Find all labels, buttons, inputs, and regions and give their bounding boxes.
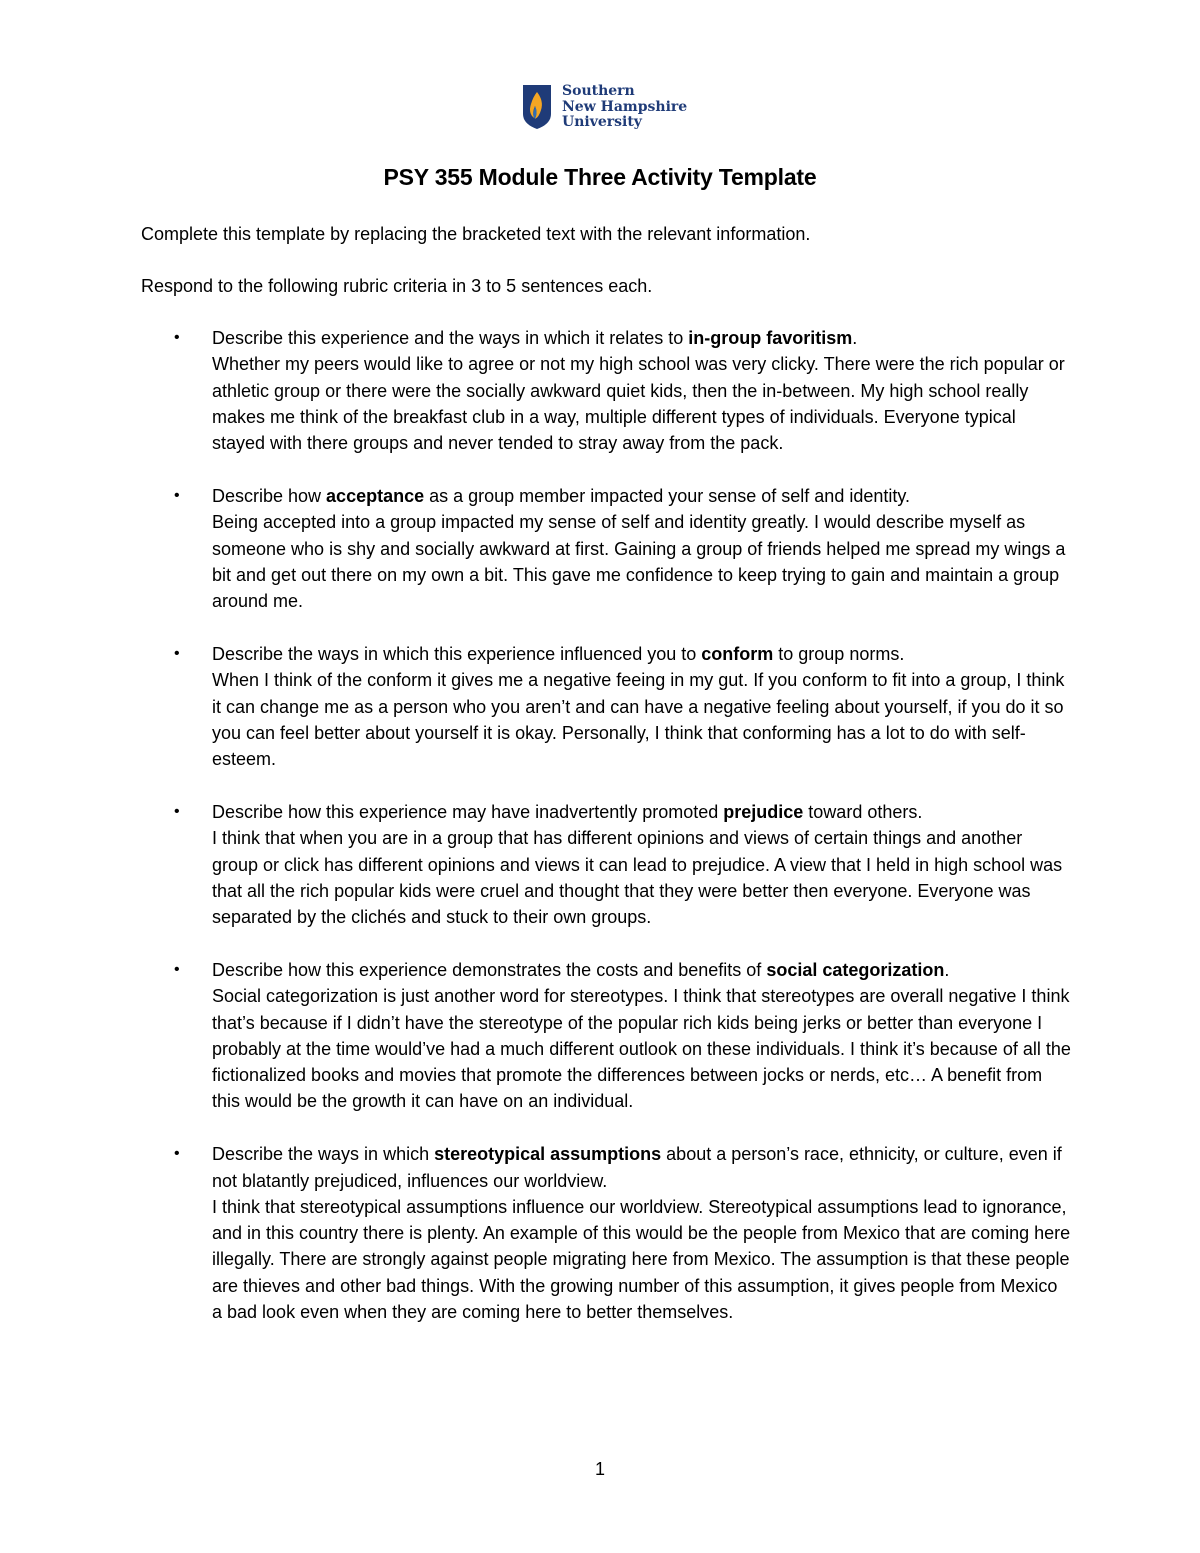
- rubric-prompt: [212, 325, 1071, 351]
- prompt-text-end: .: [944, 959, 950, 980]
- rubric-prompt: [212, 799, 1071, 825]
- logo-line-3: University: [562, 114, 642, 130]
- rubric-prompt: [212, 1141, 1071, 1194]
- prompt-text: Describe how this experience may have inadvertently promoted: [212, 801, 724, 822]
- rubric-answer: Being accepted into a group impacted my sense of self and identity greatly. I would describe myself as someone who is shy and socially awkward at first. Gaining a group of friends helped me spread my wings a bit and get out there on my own a bit. This gave me confidence to keep trying to gain and maintain a group around me.: [212, 512, 1066, 612]
- rubric-answer: Social categorization is just another word for stereotypes. I think that stereotypes are overall negative I think that’s because if I didn’t have the stereotype of the popular rich kids being jerks or better than everyone I probably at the time would’ve had a much different outlook on these individuals. I think it’s because of all the fictionalized books and movies that promote the differences between jocks or nerds, etc… A benefit from this would be the growth it can have on an individual.: [212, 986, 1071, 1112]
- prompt-text-end: .: [852, 328, 858, 348]
- logo-wordmark: [562, 84, 687, 131]
- prompt-text-end: to group norms.: [773, 643, 905, 664]
- rubric-answer: When I think of the conform it gives me a negative feeing in my gut. If you conform to fit into a group, I think it can change me as a person who you aren’t and can have a negative feeling about yourself, if you do it so you can feel better about yourself it is okay. Personally, I think that conforming has a lot to do with self-esteem.: [212, 670, 1065, 770]
- prompt-keyword: conform: [701, 643, 774, 664]
- prompt-text-end: toward others.: [803, 801, 923, 822]
- bullet-icon: •: [174, 960, 180, 978]
- rubric-item-stereotypical-assumptions: [141, 1141, 1071, 1325]
- logo-line-2: New Hampshire: [562, 98, 688, 115]
- rubric-prompt: [212, 957, 1071, 983]
- prompt-keyword: in-group favoritism: [688, 328, 853, 348]
- prompt-keyword: prejudice: [723, 801, 804, 822]
- prompt-keyword: stereotypical assumptions: [434, 1144, 662, 1165]
- prompt-text-end: about a person’s race, ethnicity, or culture, even if not blatantly prejudiced, influences our worldview.: [212, 1144, 1062, 1191]
- rubric-item-in-group-favoritism: [141, 325, 1071, 456]
- bullet-icon: •: [174, 329, 180, 346]
- rubric-prompt: [212, 483, 1071, 509]
- bullet-icon: •: [174, 802, 180, 820]
- page-number: 1: [594, 1459, 605, 1479]
- instructions-text: Complete this template by replacing the bracketed text with the relevant information.: [141, 224, 811, 244]
- page-title: PSY 355 Module Three Activity Template: [383, 164, 817, 190]
- prompt-keyword: social categorization: [766, 959, 945, 980]
- prompt-text: Describe how this experience demonstrates the costs and benefits of: [212, 959, 767, 980]
- bullet-icon: •: [174, 1145, 180, 1163]
- prompt-text: Describe the ways in which: [212, 1144, 435, 1165]
- rubric-answer: Whether my peers would like to agree or not my high school was very clicky. There were the rich popular or athletic group or there were the socially awkward quiet kids, then the in-between. My high school really makes me think of the breakfast club in a way, multiple different types of individuals. Everyone typical stayed with there groups and never tended to stray away from the pack.: [212, 354, 1065, 454]
- logo-line-1: Southern: [562, 83, 635, 99]
- rubric-list: [141, 325, 1071, 1352]
- shield-flame-icon: [522, 84, 552, 130]
- bullet-icon: •: [174, 644, 180, 662]
- rubric-prompt: [212, 641, 1071, 667]
- rubric-item-social-categorization: [141, 957, 1071, 1115]
- rubric-item-acceptance: [141, 483, 1071, 614]
- prompt-keyword: acceptance: [326, 485, 425, 506]
- university-logo: [522, 84, 687, 131]
- bullet-icon: •: [174, 486, 180, 504]
- prompt-text-end: as a group member impacted your sense of self and identity.: [424, 485, 911, 506]
- prompt-text: Describe how: [212, 485, 327, 506]
- prompt-text: Describe the ways in which this experience influenced you to: [212, 643, 702, 664]
- rubric-answer: I think that when you are in a group that has different opinions and views of certain things and another group or click has different opinions and views it can lead to prejudice. A view that I held in high school was that all the rich popular kids were cruel and thought that they were better then everyone. Everyone was separated by the clichés and stuck to their own groups.: [212, 828, 1063, 928]
- rubric-item-prejudice: [141, 799, 1071, 930]
- respond-instructions: Respond to the following rubric criteria in 3 to 5 sentences each.: [141, 276, 653, 296]
- rubric-answer: I think that stereotypical assumptions influence our worldview. Stereotypical assumptions lead to ignorance, and in this country there is plenty. An example of this would be the people from Mexico that are coming here illegally. There are strongly against people migrating here from Mexico. The assumption is that these people are thieves and other bad things. With the growing number of this assumption, it gives people from Mexico a bad look even when they are coming here to better themselves.: [212, 1196, 1071, 1322]
- prompt-text: Describe this experience and the ways in which it relates to: [212, 328, 689, 348]
- rubric-item-conform: [141, 641, 1071, 772]
